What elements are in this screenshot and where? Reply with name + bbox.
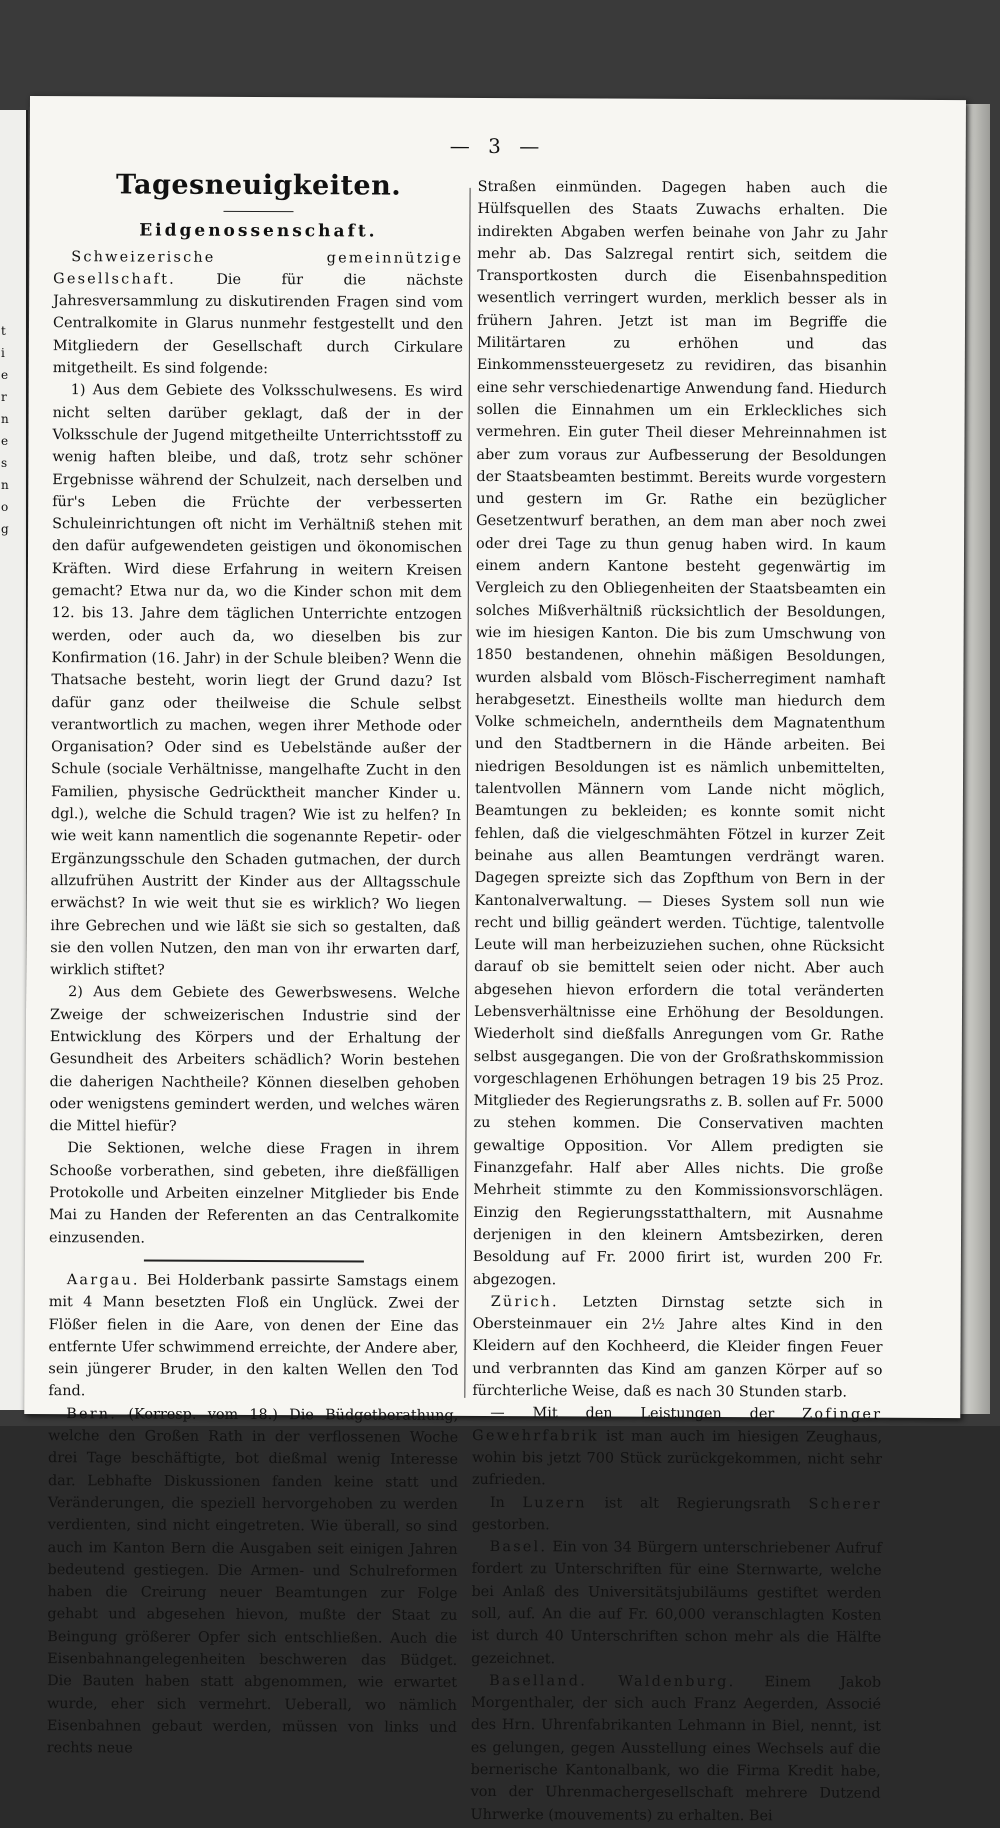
article-paragraph — [48, 1269, 459, 1405]
article-paragraph — [472, 1291, 882, 1404]
article-text: ist man auch im hiesigen Zeughaus, wohin bis jetzt 700 Stück zurückgekommen, nicht sehr zufrieden. — [471, 1428, 883, 1489]
column-divider — [464, 188, 470, 1398]
page-title: Tagesneuigkeiten. — [115, 169, 402, 202]
previous-page-letter: n — [1, 478, 9, 492]
place-name: Aargau. — [66, 1272, 140, 1289]
section-heading: Eidgenossenschaft. — [139, 220, 378, 242]
article-paragraph — [53, 246, 464, 382]
article-paragraph: Straßen einmünden. Dagegen haben auch die Hülfsquellen des Staats Zuwachs erhalten. Die indirekten Abgaben werfen beinahe von Jahr zu Jahr mehr ab. Das Salzregal rentirt sich, seitdem die Transportkosten durch die Eisenbahnspedition wesentlich verringert wurden, merklich besser als in frühern Jahren. Jetzt ist man im Begriffe die Militärtaren zu erhöhen und das Einkommenssteuergesetz zu revidiren, das bisanhin eine sehr verschiedenartige Anwendung fand. Hiedurch sollen die Einnahmen um ein Erkleckliches sich vermehren. Ein guter Theil dieser Mehreinnahmen ist aber zum voraus zur Aufbesserung der Besoldungen der Staatsbeamten bestimmt. Bereits wurde vorgestern und gestern im Gr. Rathe ein bezüglicher Gesetzentwurf berathen, an dem man aber noch zwei oder drei Tage zu thun genug haben wird. In kaum einem andern Kantone besteht gegenwärtig im Vergleich zu den Obliegenheiten der Staatsbeamten ein solches Mißverhältniß rücksichtlich der Besoldungen, wie im hiesigen Kanton. Die bis zum Umschwung von 1850 bestandenen, ohnehin mäßigen Besoldungen, wurden alsbald vom Blösch-Fischerregiment namhaft herabgesetzt. Einestheils wollte man hiedurch dem Volke schmeicheln, anderntheils dem Magnatenthum und den Stadtbernern in die Hände arbeiten. Bei niedrigen Besoldungen ist es nämlich unbemittelten, talentvollen Männern vom Lande nicht möglich, Beamtungen zu bekleiden; es konnte somit nicht fehlen, daß die vielgeschmähten Fötzel in kurzer Zeit beinahe aus allen Beamtungen verdrängt waren. Dagegen spreizte sich das Zopfthum von Bern in der Kantonalverwaltung. — Dieses System soll nun wie recht und billig geändert werden. Tüchtige, talentvolle Leute will man herbeizuziehen suchen, ohne Rücksicht darauf ob sie bemittelt seien oder nicht. Aber auch abgesehen hievon erfordern die total veränderten Lebensverhältnisse eine Erhöhung der Besoldungen. Wiederholt sind dießfalls Anregungen vom Gr. Rathe selbst ausgegangen. Die von der Großrathskommission vorgeschlagenen Erhöhungen betragen 19 bis 25 Proz. Mitglieder des Regierungsraths z. B. sollen auf Fr. 5000 zu stehen kommen. Die Conservativen machten gewaltige Opposition. Vor Allem predigten sie Finanzgefahr. Half aber Alles nichts. Die große Mehrheit stimmte zu den Kommissionsvorschlägen. Einzig den Regierungsstatthaltern, mit Ausnahme derjenigen in den kleinern Amtsbezirken, deren Besoldung auf Fr. 2000 firirt ist, wurden 200 Fr. abgezogen. — [472, 178, 888, 1288]
previous-page-letter: g — [1, 522, 9, 536]
previous-page-letter: s — [1, 456, 8, 470]
article-text: Bei Holderbank passirte Samstags einem mit 4 Mann besetzten Floß ein Unglück. Zwei der Flößer fielen in die Aare, von denen der Eine das entfernte Ufer schwimmend erreichte, der Andere aber, sein jüngerer Bruder, in den kalten Wellen den Tod fand. — [48, 1272, 459, 1400]
right-column — [470, 176, 887, 1828]
article-text: Ein von 34 Bürgern unterschriebener Aufruf fordert zu Unterschriften für eine Sternwarte, welche bei Anlaß des Universitätsjubiläums gestiftet werden soll, auf. An die auf Fr. 60,000 veranschlagten Kosten ist durch 40 Unterschriften schon mehr als die Hälfte gezeichnet. — [471, 1539, 882, 1667]
article-paragraph: Die Sektionen, welche diese Fragen in ihrem Schooße vorberathen, sind gebeten, ihre dießfälligen Protokolle und Arbeiten einzelner Mitglieder bis Ende Mai zu Handen der Referenten an das Centralkomite einzusenden. — [48, 1140, 460, 1247]
place-name: Zürich. — [490, 1293, 559, 1311]
article-text: — Mit den Leistungen der — [490, 1405, 775, 1423]
article-text: (Korresp. vom 18.) Die Büdgetberathung, welche den Großen Rath in der verflossenen Woche drei Tage beschäftigte, bot dießmal wenig Interesse dar. Lebhafte Diskussionen fanden keine statt und Veränderungen, die speziell hervorgehoben zu werden verdienten, sind nicht eingetreten. Wie überall, so sind auch im Kanton Bern die Ausgaben seit einigen Jahren bedeutend gestiegen. Die Armen- und Schulreformen haben die Creirung neuer Beamtungen zur Folge gehabt und abgesehen hievon, mußte der Staat zu Beingung größerer Opfer sich entschließen. Auch die Eisenbahnangelegenheiten beschweren das Büdget. Die Bauten haben statt abgenommen, wie erwartet wurde, eher sich vermehrt. Ueberall, wo nämlich Eisenbahnen gebaut werden, müssen von links und rechts neue — [46, 1406, 459, 1757]
title-rule — [223, 211, 293, 212]
newspaper-page — [24, 96, 966, 1824]
previous-page-letter: e — [1, 434, 9, 448]
article-paragraph — [472, 1402, 882, 1493]
company-name: Zofinger Gewehrfabrik — [472, 1406, 883, 1445]
left-column — [46, 169, 464, 1761]
article-text: gestorben. — [471, 1516, 550, 1534]
previous-page-letters — [1, 320, 21, 540]
previous-page-edge — [0, 110, 28, 1410]
previous-page-letter: e — [1, 368, 9, 382]
place-name: Bern. — [66, 1405, 118, 1423]
article-paragraph: 1) Aus dem Gebiete des Volksschulwesens. Es wird nicht selten darüber geklagt, daß der in der Volksschule der Jugend mitgetheilte Unterrichtsstoff zu wenig haften bleibe, und daß, trotz sehr schöner Ergebnisse während der Schulzeit, nach derselben und für's Leben die Früchte der verbesserten Schuleinrichtungen oft nicht im Verhältniß stehen mit den dafür aufgewendeten geistigen und ökonomischen Kräften. Wird diese Erfahrung in weitern Kreisen gemacht? Etwa nur da, wo die Kinder schon mit dem 12. bis 13. Jahre dem täglichen Unterrichte entzogen werden, oder auch da, wo dieselben bis zur Konfirmation (16. Jahr) in der Schule bleiben? Wenn die Thatsache besteht, worin liegt der Grund dazu? Ist dafür ganz oder theilweise die Schule selbst verantwortlich zu machen, wegen ihrer Methode oder Organisation? Oder sind es Uebelstände außer der Schule (sociale Verhältnisse, mangelhafte Zucht in den Familien, physische Gedrücktheit mancher Kinder u. dgl.), welche die Schuld tragen? Wie ist zu helfen? In wie weit kann namentlich die sogenannte Repetir- oder Ergänzungsschule den Schaden gutmachen, der durch allzufrühen Austritt der Kinder aus der Alltagsschule erwächst? In wie weit thut sie es wirklich? Wo liegen ihre Gebrechen und wie läßt sie sich so gestalten, daß sie den vollen Nutzen, den man von ihr erwarten darf, wirklich stiftet? — [50, 382, 463, 979]
article-paragraph — [472, 1491, 882, 1537]
previous-page-letter: i — [1, 346, 5, 360]
article-paragraph: 2) Aus dem Gebiete des Gewerbswesens. Welche Zweige der schweizerischen Industrie sind der Entwicklung des Körpers und der Erhaltung der Gesundheit des Arbeiters schädlich? Worin bestehen die daherigen Nachtheile? Können dieselben gehoben oder wenigstens gemindert werden, und welches wären die Mittel hiefür? — [49, 984, 461, 1135]
page-number: — 3 — — [449, 133, 546, 159]
article-heading: Schweizerische gemeinnützige Gesellschaft. — [53, 248, 464, 288]
article-paragraph — [471, 1536, 882, 1672]
place-name: Basel. — [489, 1539, 548, 1556]
place-name: Baselland. Waldenburg. — [489, 1672, 736, 1690]
person-name: Scherer — [808, 1495, 882, 1513]
previous-page-letter: r — [1, 390, 7, 404]
article-text: ist alt Regierungsrath — [604, 1495, 791, 1512]
place-name: Luzern — [522, 1494, 587, 1511]
section-rule — [144, 1259, 364, 1262]
previous-page-letter: n — [1, 412, 9, 426]
article-paragraph — [47, 1403, 459, 1762]
article-text: Die für die nächste Jahresversammlung zu diskutirenden Fragen sind vom Centralkomite in Glarus nunmehr festgestellt und den Mitgliedern der Gesellschaft durch Cirkulare mitgetheilt. Es sind folgende: — [52, 271, 464, 378]
previous-page-letter: t — [1, 324, 6, 338]
article-text: Letzten Dirnstag setzte sich in Obersteinmauer ein 2½ Jahre altes Kind in den Kleidern auf den Kochheerd, die Kleider fingen Feuer und verbrannten das Kind am ganzen Körper auf so fürchterliche Weise, daß es nach 30 Stunden starb. — [472, 1294, 883, 1401]
article-paragraph — [470, 1670, 881, 1828]
article-text: Einem Jakob Morgenthaler, der sich auch Franz Aegerden, Associé des Hrn. Uhrenfabrikanten Lehmann in Biel, nennt, ist es gelungen, gegen Ausstellung eines Wechsels auf die bernerische Kantonalbank, wo die Firma Kredit habe, von der Uhrenmachergesellschaft mehrere Dutzend Uhrwerke (mouvements) zu erhalten. Bei — [470, 1674, 882, 1824]
article-text: In — [489, 1494, 505, 1511]
previous-page-letter: o — [1, 500, 9, 514]
